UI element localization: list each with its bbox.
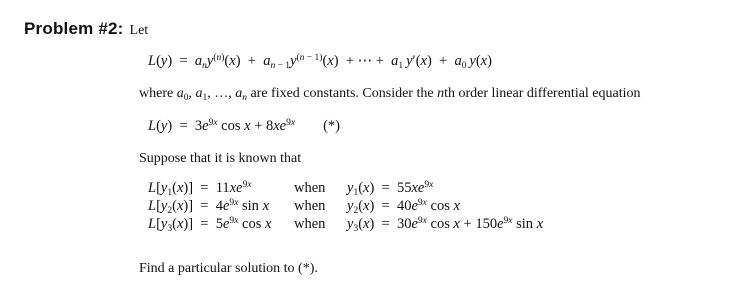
- known-result-row-2: [148, 197, 543, 215]
- known-result-rhs: $y_2(x) = 40e^{9x}$ cos x: [347, 197, 460, 216]
- when-keyword: when: [294, 216, 326, 232]
- known-results-system: [148, 179, 543, 233]
- suppose-line: Suppose that it is known that: [139, 151, 302, 166]
- known-result-row-3: [148, 215, 543, 233]
- where-line: where $a_0$, $a_1$, …, $a_n$ are fixed constants. Consider the nth order linear differential equation: [139, 86, 641, 103]
- known-result-lhs: $L[y_3(x)] = 5e^{9x}$ cos x: [148, 215, 272, 234]
- problem-label: Problem #2:: [24, 19, 124, 38]
- known-result-lhs: $L[y_2(x)] = 4e^{9x}$ sin x: [148, 197, 269, 216]
- main-equation-tag: (*): [323, 118, 341, 134]
- known-result-row-1: [148, 179, 543, 197]
- when-keyword: when: [294, 180, 326, 196]
- known-result-lhs: $L[y_1(x)] = 11xe^{9x}$: [148, 179, 252, 198]
- lead-word: Let: [129, 23, 149, 38]
- known-result-rhs: $y_3(x) = 30e^{9x}$ $\cos x + 150e^{9x}$ sin x: [347, 215, 544, 234]
- main-equation: $L(y) = 3e^{9x}$ $\cos x + 8xe^{9x}$ (*): [148, 117, 341, 134]
- when-keyword: when: [294, 198, 326, 214]
- find-line: Find a particular solution to (*).: [139, 261, 318, 276]
- operator-definition-equation: $L(y) = a_ny^{(n)}(x) + a_{n - 1}y^{(n - 1)}(x)$ + ⋯ + $a_1$ $y'(x) + a_0$ y(x): [148, 52, 492, 71]
- known-result-rhs: $y_1(x) = 55xe^{9x}$: [347, 179, 434, 198]
- problem-heading: [24, 19, 148, 39]
